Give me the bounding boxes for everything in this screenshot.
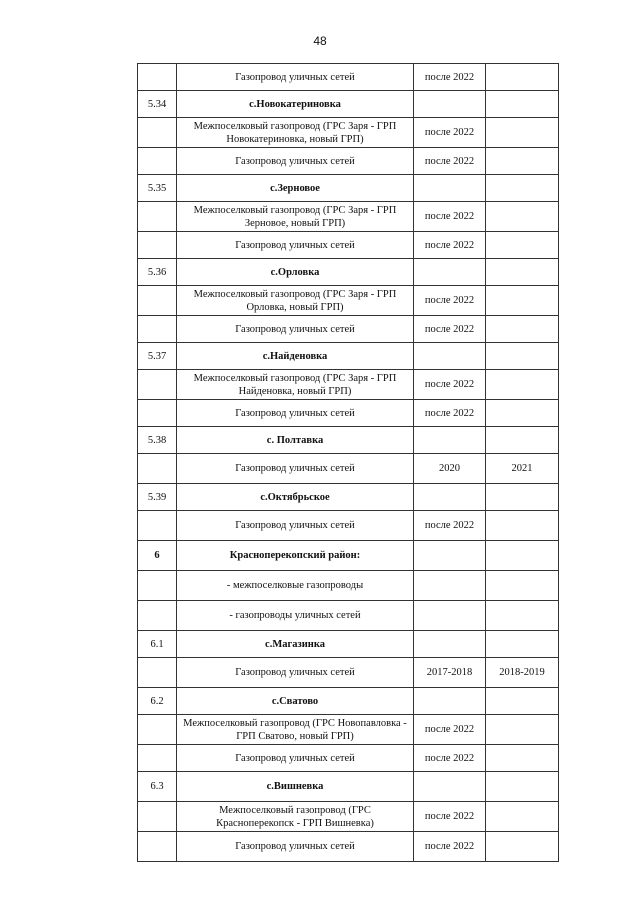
object-name-cell: Газопровод уличных сетей	[177, 148, 414, 175]
row-number-cell: 5.39	[138, 484, 177, 511]
table-row	[138, 745, 559, 772]
start-period-cell: после 2022	[414, 286, 486, 316]
start-period-cell: после 2022	[414, 715, 486, 745]
table-row	[138, 232, 559, 259]
table-row	[138, 400, 559, 427]
start-period-cell: после 2022	[414, 148, 486, 175]
row-number-cell: 6	[138, 541, 177, 571]
end-period-cell: 2021	[486, 454, 559, 484]
object-name-cell: Газопровод уличных сетей	[177, 832, 414, 862]
end-period-cell: 2018-2019	[486, 658, 559, 688]
start-period-cell: после 2022	[414, 745, 486, 772]
row-number-cell	[138, 286, 177, 316]
end-period-cell	[486, 175, 559, 202]
object-name-cell: Газопровод уличных сетей	[177, 400, 414, 427]
section-row	[138, 91, 559, 118]
section-row	[138, 259, 559, 286]
end-period-cell	[486, 772, 559, 802]
start-period-cell: 2020	[414, 454, 486, 484]
row-number-cell	[138, 370, 177, 400]
table-row	[138, 316, 559, 343]
row-number-cell	[138, 571, 177, 601]
end-period-cell	[486, 91, 559, 118]
row-number-cell	[138, 832, 177, 862]
end-period-cell	[486, 202, 559, 232]
start-period-cell	[414, 601, 486, 631]
start-period-cell	[414, 343, 486, 370]
object-name-cell: - межпоселковые газопроводы	[177, 571, 414, 601]
start-period-cell	[414, 631, 486, 658]
table-row	[138, 715, 559, 745]
table-row	[138, 571, 559, 601]
start-period-cell	[414, 484, 486, 511]
object-name-cell: с.Сватово	[177, 688, 414, 715]
object-name-cell: Межпоселковый газопровод (ГРС Новопавловка - ГРП Сватово, новый ГРП)	[177, 715, 414, 745]
start-period-cell	[414, 91, 486, 118]
end-period-cell	[486, 631, 559, 658]
section-row	[138, 631, 559, 658]
object-name-cell: Газопровод уличных сетей	[177, 658, 414, 688]
table-row	[138, 202, 559, 232]
row-number-cell	[138, 745, 177, 772]
end-period-cell	[486, 370, 559, 400]
end-period-cell	[486, 427, 559, 454]
row-number-cell: 5.35	[138, 175, 177, 202]
row-number-cell: 5.38	[138, 427, 177, 454]
row-number-cell	[138, 658, 177, 688]
end-period-cell	[486, 541, 559, 571]
section-row	[138, 772, 559, 802]
start-period-cell: после 2022	[414, 370, 486, 400]
object-name-cell: с.Вишневка	[177, 772, 414, 802]
end-period-cell	[486, 484, 559, 511]
object-name-cell: с.Октябрьское	[177, 484, 414, 511]
end-period-cell	[486, 832, 559, 862]
row-number-cell: 5.34	[138, 91, 177, 118]
object-name-cell: Межпоселковый газопровод (ГРС Заря - ГРП Орловка, новый ГРП)	[177, 286, 414, 316]
section-row	[138, 427, 559, 454]
start-period-cell	[414, 772, 486, 802]
object-name-cell: с.Найденовка	[177, 343, 414, 370]
start-period-cell: 2017-2018	[414, 658, 486, 688]
object-name-cell: Красноперекопский район:	[177, 541, 414, 571]
start-period-cell: после 2022	[414, 202, 486, 232]
end-period-cell	[486, 64, 559, 91]
end-period-cell	[486, 601, 559, 631]
end-period-cell	[486, 745, 559, 772]
end-period-cell	[486, 232, 559, 259]
start-period-cell	[414, 175, 486, 202]
start-period-cell: после 2022	[414, 64, 486, 91]
row-number-cell	[138, 232, 177, 259]
row-number-cell: 5.36	[138, 259, 177, 286]
row-number-cell	[138, 316, 177, 343]
object-name-cell: Межпоселковый газопровод (ГРС Заря - ГРП Найденовка, новый ГРП)	[177, 370, 414, 400]
end-period-cell	[486, 688, 559, 715]
row-number-cell	[138, 715, 177, 745]
row-number-cell: 6.2	[138, 688, 177, 715]
start-period-cell: после 2022	[414, 511, 486, 541]
row-number-cell	[138, 148, 177, 175]
object-name-cell: Газопровод уличных сетей	[177, 745, 414, 772]
start-period-cell: после 2022	[414, 118, 486, 148]
section-row	[138, 541, 559, 571]
start-period-cell: после 2022	[414, 400, 486, 427]
table-row	[138, 658, 559, 688]
start-period-cell	[414, 688, 486, 715]
end-period-cell	[486, 343, 559, 370]
row-number-cell	[138, 802, 177, 832]
table-row	[138, 286, 559, 316]
row-number-cell	[138, 400, 177, 427]
row-number-cell	[138, 118, 177, 148]
object-name-cell: Межпоселковый газопровод (ГРС Заря - ГРП Новокатериновка, новый ГРП)	[177, 118, 414, 148]
object-name-cell: Газопровод уличных сетей	[177, 316, 414, 343]
section-row	[138, 343, 559, 370]
table-row	[138, 802, 559, 832]
table-row	[138, 118, 559, 148]
object-name-cell: Газопровод уличных сетей	[177, 64, 414, 91]
start-period-cell	[414, 541, 486, 571]
start-period-cell	[414, 571, 486, 601]
object-name-cell: с.Магазинка	[177, 631, 414, 658]
start-period-cell: после 2022	[414, 832, 486, 862]
row-number-cell	[138, 511, 177, 541]
row-number-cell	[138, 64, 177, 91]
end-period-cell	[486, 802, 559, 832]
object-name-cell: - газопроводы уличных сетей	[177, 601, 414, 631]
end-period-cell	[486, 715, 559, 745]
row-number-cell: 6.1	[138, 631, 177, 658]
table-row	[138, 148, 559, 175]
object-name-cell: Газопровод уличных сетей	[177, 232, 414, 259]
page-number: 48	[313, 34, 327, 48]
end-period-cell	[486, 118, 559, 148]
table-row	[138, 832, 559, 862]
object-name-cell: Газопровод уличных сетей	[177, 511, 414, 541]
row-number-cell: 6.3	[138, 772, 177, 802]
table-body	[138, 64, 559, 862]
section-row	[138, 484, 559, 511]
end-period-cell	[486, 286, 559, 316]
object-name-cell: Межпоселковый газопровод (ГРС Заря - ГРП Зерновое, новый ГРП)	[177, 202, 414, 232]
object-name-cell: с.Орловка	[177, 259, 414, 286]
object-name-cell: с.Зерновое	[177, 175, 414, 202]
start-period-cell	[414, 427, 486, 454]
object-name-cell: с.Новокатериновка	[177, 91, 414, 118]
object-name-cell: Межпоселковый газопровод (ГРС Красноперекопск - ГРП Вишневка)	[177, 802, 414, 832]
start-period-cell	[414, 259, 486, 286]
row-number-cell	[138, 202, 177, 232]
table-row	[138, 370, 559, 400]
start-period-cell: после 2022	[414, 232, 486, 259]
row-number-cell	[138, 601, 177, 631]
end-period-cell	[486, 259, 559, 286]
end-period-cell	[486, 511, 559, 541]
row-number-cell	[138, 454, 177, 484]
section-row	[138, 688, 559, 715]
table-row	[138, 511, 559, 541]
end-period-cell	[486, 316, 559, 343]
table-row	[138, 64, 559, 91]
gas-pipeline-schedule-table	[137, 63, 559, 862]
start-period-cell: после 2022	[414, 316, 486, 343]
end-period-cell	[486, 148, 559, 175]
end-period-cell	[486, 400, 559, 427]
object-name-cell: с. Полтавка	[177, 427, 414, 454]
start-period-cell: после 2022	[414, 802, 486, 832]
end-period-cell	[486, 571, 559, 601]
row-number-cell: 5.37	[138, 343, 177, 370]
object-name-cell: Газопровод уличных сетей	[177, 454, 414, 484]
table-row	[138, 601, 559, 631]
section-row	[138, 175, 559, 202]
table-row	[138, 454, 559, 484]
